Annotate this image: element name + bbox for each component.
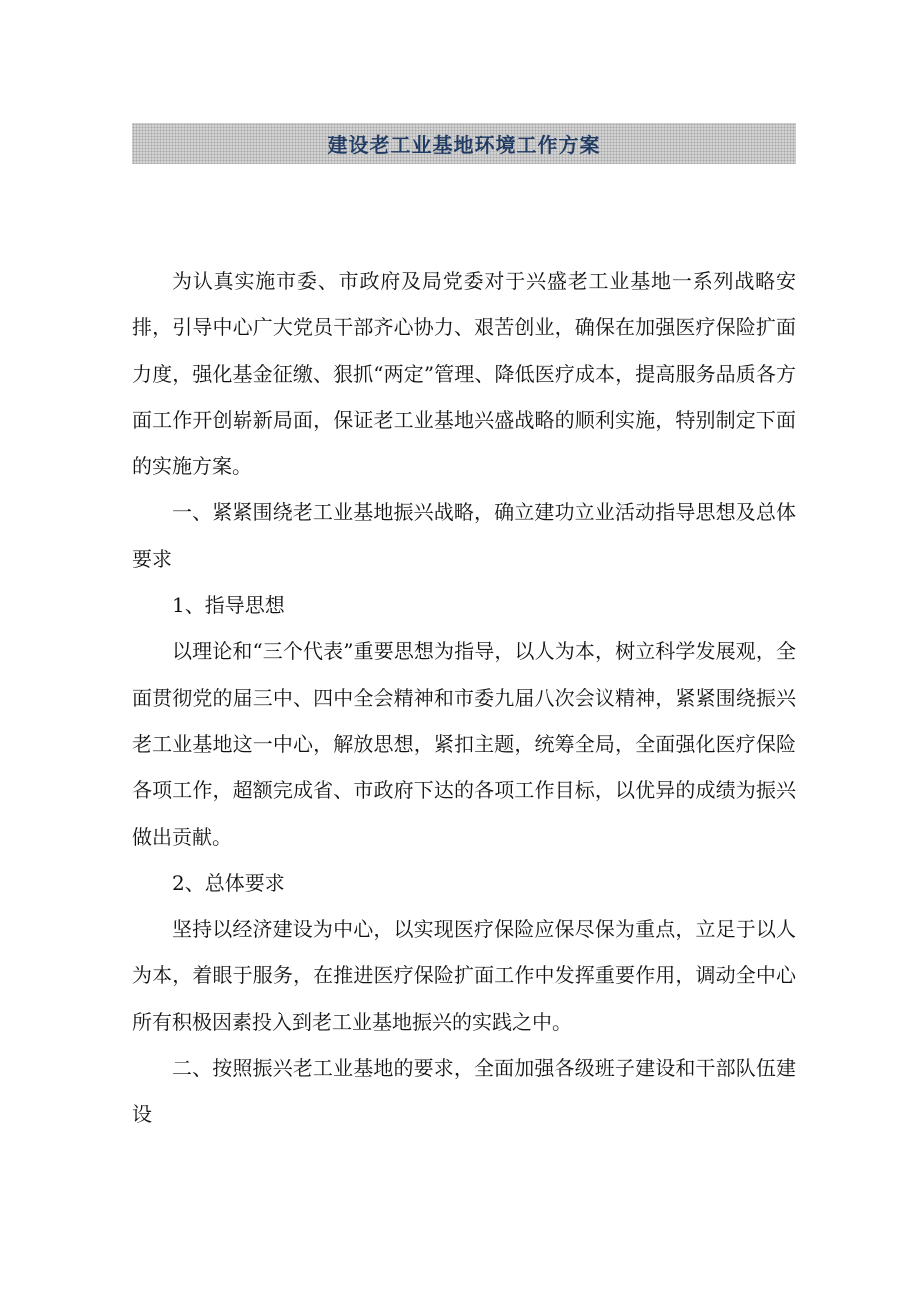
- subsection-heading-overall-requirements: 2、总体要求: [172, 870, 285, 895]
- subsection-heading-guiding-thought: 1、指导思想: [172, 593, 285, 618]
- guiding-thought-paragraph: 以理论和“三个代表”重要思想为指导，以人为本，树立科学发展观，全面贯彻党的届三中、四中全会精神和市委九届八次会议精神，紧紧围绕振兴老工业基地这一中心，解放思想，紧扣主题，统筹全局，全面强化医疗保险各项工作，超额完成省、市政府下达的各项工作目标，以优异的成绩为振兴做出贡献。: [132, 639, 796, 849]
- overall-requirements-paragraph: 坚持以经济建设为中心，以实现医疗保险应保尽保为重点，立足于以人为本，着眼于服务，在推进医疗保险扩面工作中发挥重要作用，调动全中心所有积极因素投入到老工业基地振兴的实践之中。: [132, 917, 796, 1034]
- document-body: [132, 258, 796, 1138]
- intro-paragraph: 为认真实施市委、市政府及局党委对于兴盛老工业基地一系列战略安排，引导中心广大党员干部齐心协力、艰苦创业，确保在加强医疗保险扩面力度，强化基金征缴、狠抓“两定”管理、降低医疗成本，提高服务品质各方面工作开创崭新局面，保证老工业基地兴盛战略的顺利实施，特别制定下面的实施方案。: [132, 269, 796, 479]
- section-heading-2: 二、按照振兴老工业基地的要求，全面加强各级班子建设和干部队伍建设: [132, 1056, 796, 1127]
- title-banner: [132, 123, 796, 164]
- document-title: 建设老工业基地环境工作方案: [327, 133, 601, 157]
- section-heading-1: 一、紧紧围绕老工业基地振兴战略，确立建功立业活动指导思想及总体要求: [132, 500, 796, 571]
